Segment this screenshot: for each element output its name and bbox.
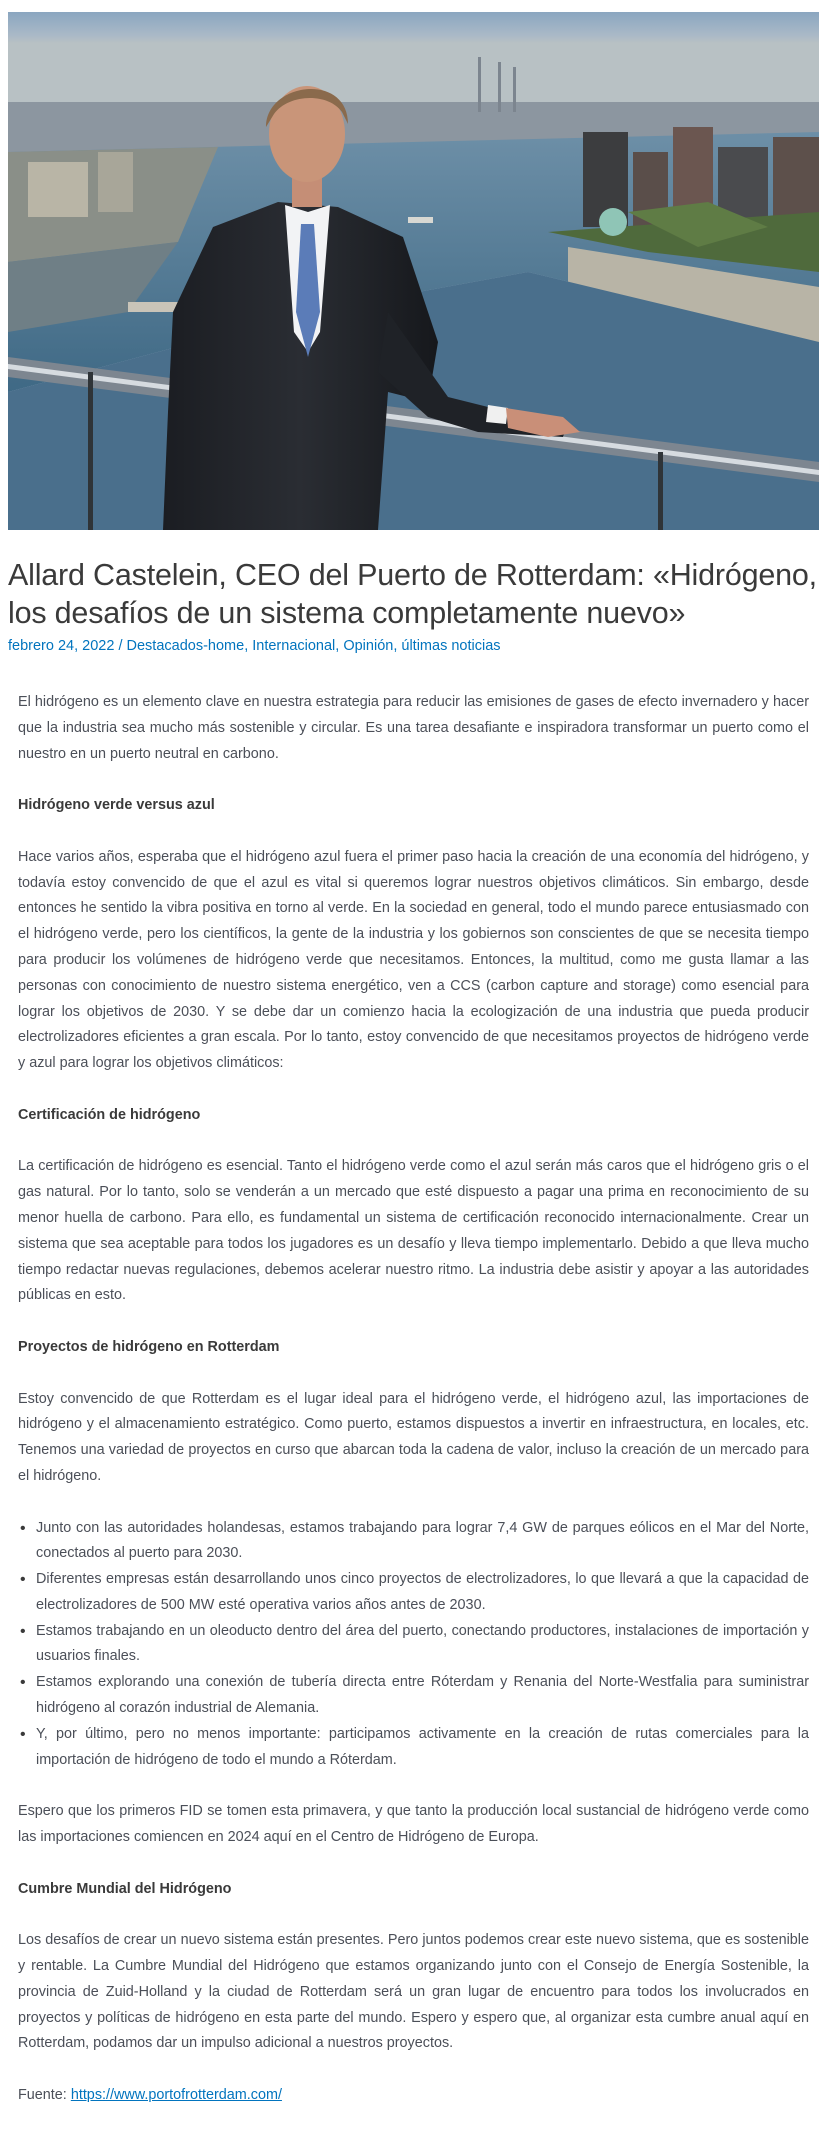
category-link-opinion[interactable]: Opinión xyxy=(343,638,394,654)
hero-illustration xyxy=(8,12,819,530)
section-paragraph-rotterdam-projects: Estoy convencido de que Rotterdam es el lugar ideal para el hidrógeno verde, el hidrógeno azul, las importaciones de hidrógeno y el almacenamiento estratégico. Como puerto, estamos dispuestos a invertir en infraestructura, en locales, etc. Tenemos una variedad de proyectos en curso que abarcan toda la cadena de valor, incluso la creación de un mercado para el hidrógeno. xyxy=(18,1390,809,1484)
list-item: • Estamos trabajando en un oleoducto dentro del área del puerto, conectando productores, instalaciones de importación y usuarios finales. xyxy=(36,1619,809,1671)
section-paragraph-certification: La certificación de hidrógeno es esencial. Tanto el hidrógeno verde como el azul serán más caros que el hidrógeno gris o el gas natural. Por lo tanto, solo se venderán a un mercado que esté dispuesto a pagar una prima en reconocimiento de su menor huella de carbono. Para ello, es fundamental un sistema de certificación reconocido internacionalmente. Crear un sistema que sea aceptable para todos los jugadores es un desafío y lleva tiempo implementarlo. Debido a que lleva mucho tiempo redactar nuevas regulaciones, debemos acelerar nuestro ritmo. La industria debe asistir y apoyar a las autoridades públicas en esto. xyxy=(18,1158,809,1304)
article-body xyxy=(18,690,809,2135)
section-heading-world-summit: Cumbre Mundial del Hidrógeno xyxy=(18,1880,232,1897)
source-label: Fuente: xyxy=(18,2087,67,2104)
category-link-destacados[interactable]: Destacados-home xyxy=(126,638,245,654)
list-item: • Diferentes empresas están desarrollando unos cinco proyectos de electrolizadores, lo que llevará a que la capacidad de electrolizadores de 500 MW esté operativa varios años antes de 2030. xyxy=(36,1567,809,1619)
section-paragraph-green-vs-blue: Hace varios años, esperaba que el hidrógeno azul fuera el primer paso hacia la creación de una economía del hidrógeno, y todavía estoy convencido de que el azul es vital si queremos lograr nuestros objetivos climáticos. Sin embargo, desde entonces he sentido la vibra positiva en torno al verde. En la sociedad en general, todo el mundo parece entusiasmado con el hidrógeno verde, pero los científicos, la gente de la industria y los gobiernos son conscientes de que se necesita tiempo para producir los volúmenes de hidrógeno verde que necesitamos. Entonces, la multitud, como me gusta llamar a las personas con conocimiento de nuestro sistema energético, ven a CCS (carbon capture and storage) como esencial para lograr los objetivos de 2030. Y se debe dar un comienzo hacia la ecologización de una industria que pueda producir electrolizadores eficientes a gran escala. Por lo tanto, estoy convencido de que necesitamos proyectos de hidrógeno verde y azul para lograr los objetivos climáticos: xyxy=(18,848,809,1072)
list-item: • Junto con las autoridades holandesas, estamos trabajando para lograr 7,4 GW de parques eólicos en el Mar del Norte, conectados al puerto para 2030. xyxy=(36,1516,809,1568)
section-paragraph-world-summit: Los desafíos de crear un nuevo sistema están presentes. Pero juntos podemos crear este nuevo sistema, que es sostenible y rentable. La Cumbre Mundial del Hidrógeno que estamos organizando junto con el Consejo de Energía Sostenible, la provincia de Zuid-Holland y la ciudad de Rotterdam será un gran lugar de encuentro para todos los involucrados en proyectos y políticas de hidrógeno en esta parte del mundo. Espero y espero que, al organizar esta cumbre anual aquí en Rotterdam, podamos dar un impulso adicional a nuestros proyectos. xyxy=(18,1932,809,2052)
project-bullet-list xyxy=(36,1516,809,1774)
category-link-ultimas-noticias[interactable]: últimas noticias xyxy=(401,638,501,654)
list-item: • Estamos explorando una conexión de tubería directa entre Róterdam y Renania del Norte-Westfalia para suministrar hidrógeno al corazón industrial de Alemania. xyxy=(36,1670,809,1722)
source-link[interactable]: https://www.portofrotterdam.com/ xyxy=(70,2087,282,2104)
meta-separator: / xyxy=(118,638,123,654)
hero-photo xyxy=(8,12,819,530)
article-meta: febrero 24, 2022 / Destacados-home, Internacional, Opinión, últimas noticias xyxy=(8,638,501,654)
article-date-link[interactable]: febrero 24, 2022 xyxy=(8,638,115,654)
section-heading-certification: Certificación de hidrógeno xyxy=(18,1106,201,1123)
article-title: Allard Castelein, CEO del Puerto de Rotterdam: «Hidrógeno, los desafíos de un sistema completamente nuevo» xyxy=(8,558,817,630)
section-closing-paragraph: Espero que los primeros FID se tomen esta primavera, y que tanto la producción local sustancial de hidrógeno verde como las importaciones comiencen en 2024 aquí en el Centro de Hidrógeno de Europa. xyxy=(18,1803,809,1846)
intro-paragraph: El hidrógeno es un elemento clave en nuestra estrategia para reducir las emisiones de gases de efecto invernadero y hacer que la industria sea mucho más sostenible y circular. Es una tarea desafiante e inspiradora transformar un puerto como el nuestro en un puerto neutral en carbono. xyxy=(18,694,809,762)
category-link-internacional[interactable]: Internacional xyxy=(252,638,336,654)
section-heading-rotterdam-projects: Proyectos de hidrógeno en Rotterdam xyxy=(18,1338,280,1355)
list-item: • Y, por último, pero no menos importante: participamos activamente en la creación de rutas comerciales para la importación de hidrógeno de todo el mundo a Róterdam. xyxy=(36,1722,809,1774)
section-heading-green-vs-blue: Hidrógeno verde versus azul xyxy=(18,797,215,814)
source-line xyxy=(18,2083,809,2109)
